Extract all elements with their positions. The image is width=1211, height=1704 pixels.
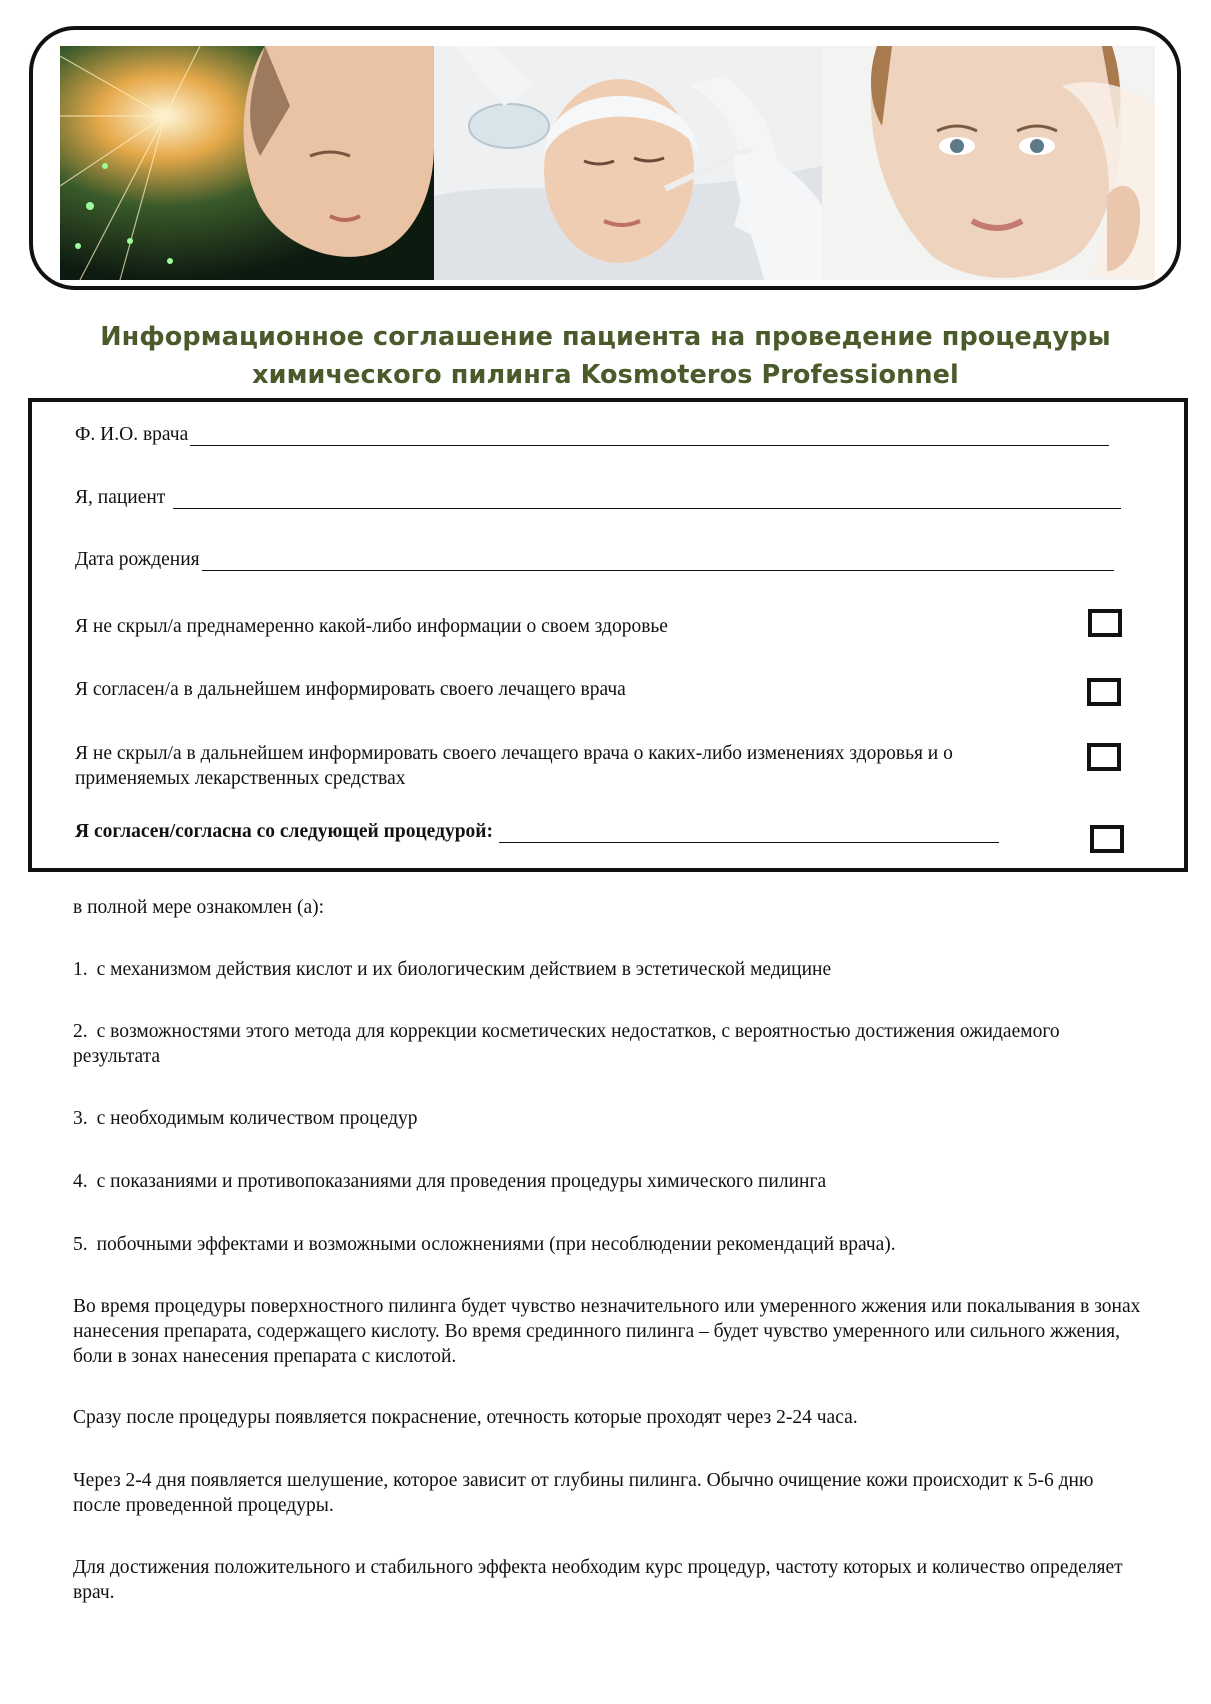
doctor-name-label: Ф. И.О. врача	[75, 424, 189, 445]
procedure-label: Я согласен/согласна со следующей процедурой:	[75, 821, 494, 842]
photo-peeling-mask	[822, 46, 1155, 280]
list-item-number: 1.	[73, 959, 88, 980]
header-banner	[29, 26, 1181, 290]
list-item-number: 5.	[73, 1234, 88, 1255]
birth-date-field[interactable]	[75, 549, 1114, 571]
list-item-number: 2.	[73, 1021, 88, 1042]
consent-text-1: Я не скрыл/а преднамеренно какой-либо информации о своем здоровье	[75, 616, 668, 637]
list-item	[73, 1169, 1143, 1194]
photo-facial-peeling	[434, 46, 822, 280]
paragraph-course: Для достижения положительного и стабильного эффекта необходим курс процедур, частоту которых и количество определяет врач.	[73, 1557, 1123, 1603]
consent-checkbox-3[interactable]	[1087, 743, 1121, 771]
list-item	[73, 1106, 1143, 1131]
document-title	[0, 318, 1211, 394]
list-item-text: с возможностями этого метода для коррекции косметических недостатков, с вероятностью достижения ожидаемого результата	[73, 1021, 1060, 1067]
list-item-text: с показаниями и противопоказаниями для проведения процедуры химического пилинга	[96, 1171, 827, 1192]
list-item	[73, 1232, 1143, 1257]
title-line-2: химического пилинга Kosmoteros Professionnel	[252, 360, 959, 390]
list-item-text: с механизмом действия кислот и их биологическим действием в эстетической медицине	[96, 959, 832, 980]
photo-woman-light-rays	[60, 46, 434, 280]
list-item	[73, 1019, 1143, 1069]
consent-form	[28, 398, 1188, 872]
consent-checkbox-1[interactable]	[1088, 609, 1122, 637]
consent-checkbox-2[interactable]	[1087, 678, 1121, 706]
list-item-number: 3.	[73, 1108, 88, 1129]
list-item-text: побочными эффектами и возможными осложнениями (при несоблюдении рекомендаций врача).	[96, 1234, 896, 1255]
paragraph-sensations: Во время процедуры поверхностного пилинга будет чувство незначительного или умеренного жжения или покалывания в зонах нанесения препарата, содержащего кислоту. Во время срединного пилинга – будет чувство умеренного или сильного жжения, боли в зонах нанесения препарата с кислотой.	[73, 1296, 1141, 1367]
patient-name-line[interactable]	[173, 490, 1121, 509]
title-line-1: Информационное соглашение пациента на проведение процедуры	[100, 322, 1111, 352]
procedure-field[interactable]	[75, 821, 999, 843]
procedure-line[interactable]	[499, 824, 999, 843]
patient-name-field[interactable]	[75, 487, 1121, 509]
consent-text-2: Я согласен/а в дальнейшем информировать своего лечащего врача	[75, 679, 626, 700]
doctor-name-line[interactable]	[190, 427, 1109, 446]
birth-date-line[interactable]	[202, 552, 1114, 571]
consent-text-3: Я не скрыл/а в дальнейшем информировать своего лечащего врача о каких-либо изменениях здоровья и о применяемых лекарственных средствах	[75, 743, 953, 789]
list-item	[73, 957, 1143, 982]
list-item-text: с необходимым количеством процедур	[96, 1108, 418, 1129]
list-item-number: 4.	[73, 1171, 88, 1192]
procedure-checkbox[interactable]	[1090, 825, 1124, 853]
paragraph-redness: Сразу после процедуры появляется покраснение, отечность которые проходят через 2-24 часа.	[73, 1407, 858, 1428]
intro-text: в полной мере ознакомлен (а):	[73, 897, 325, 918]
patient-name-label: Я, пациент	[75, 487, 166, 508]
paragraph-peeling: Через 2-4 дня появляется шелушение, которое зависит от глубины пилинга. Обычно очищение кожи происходит к 5-6 дню после проведенной процедуры.	[73, 1470, 1094, 1516]
doctor-name-field[interactable]	[75, 424, 1109, 446]
birth-date-label: Дата рождения	[75, 549, 200, 570]
